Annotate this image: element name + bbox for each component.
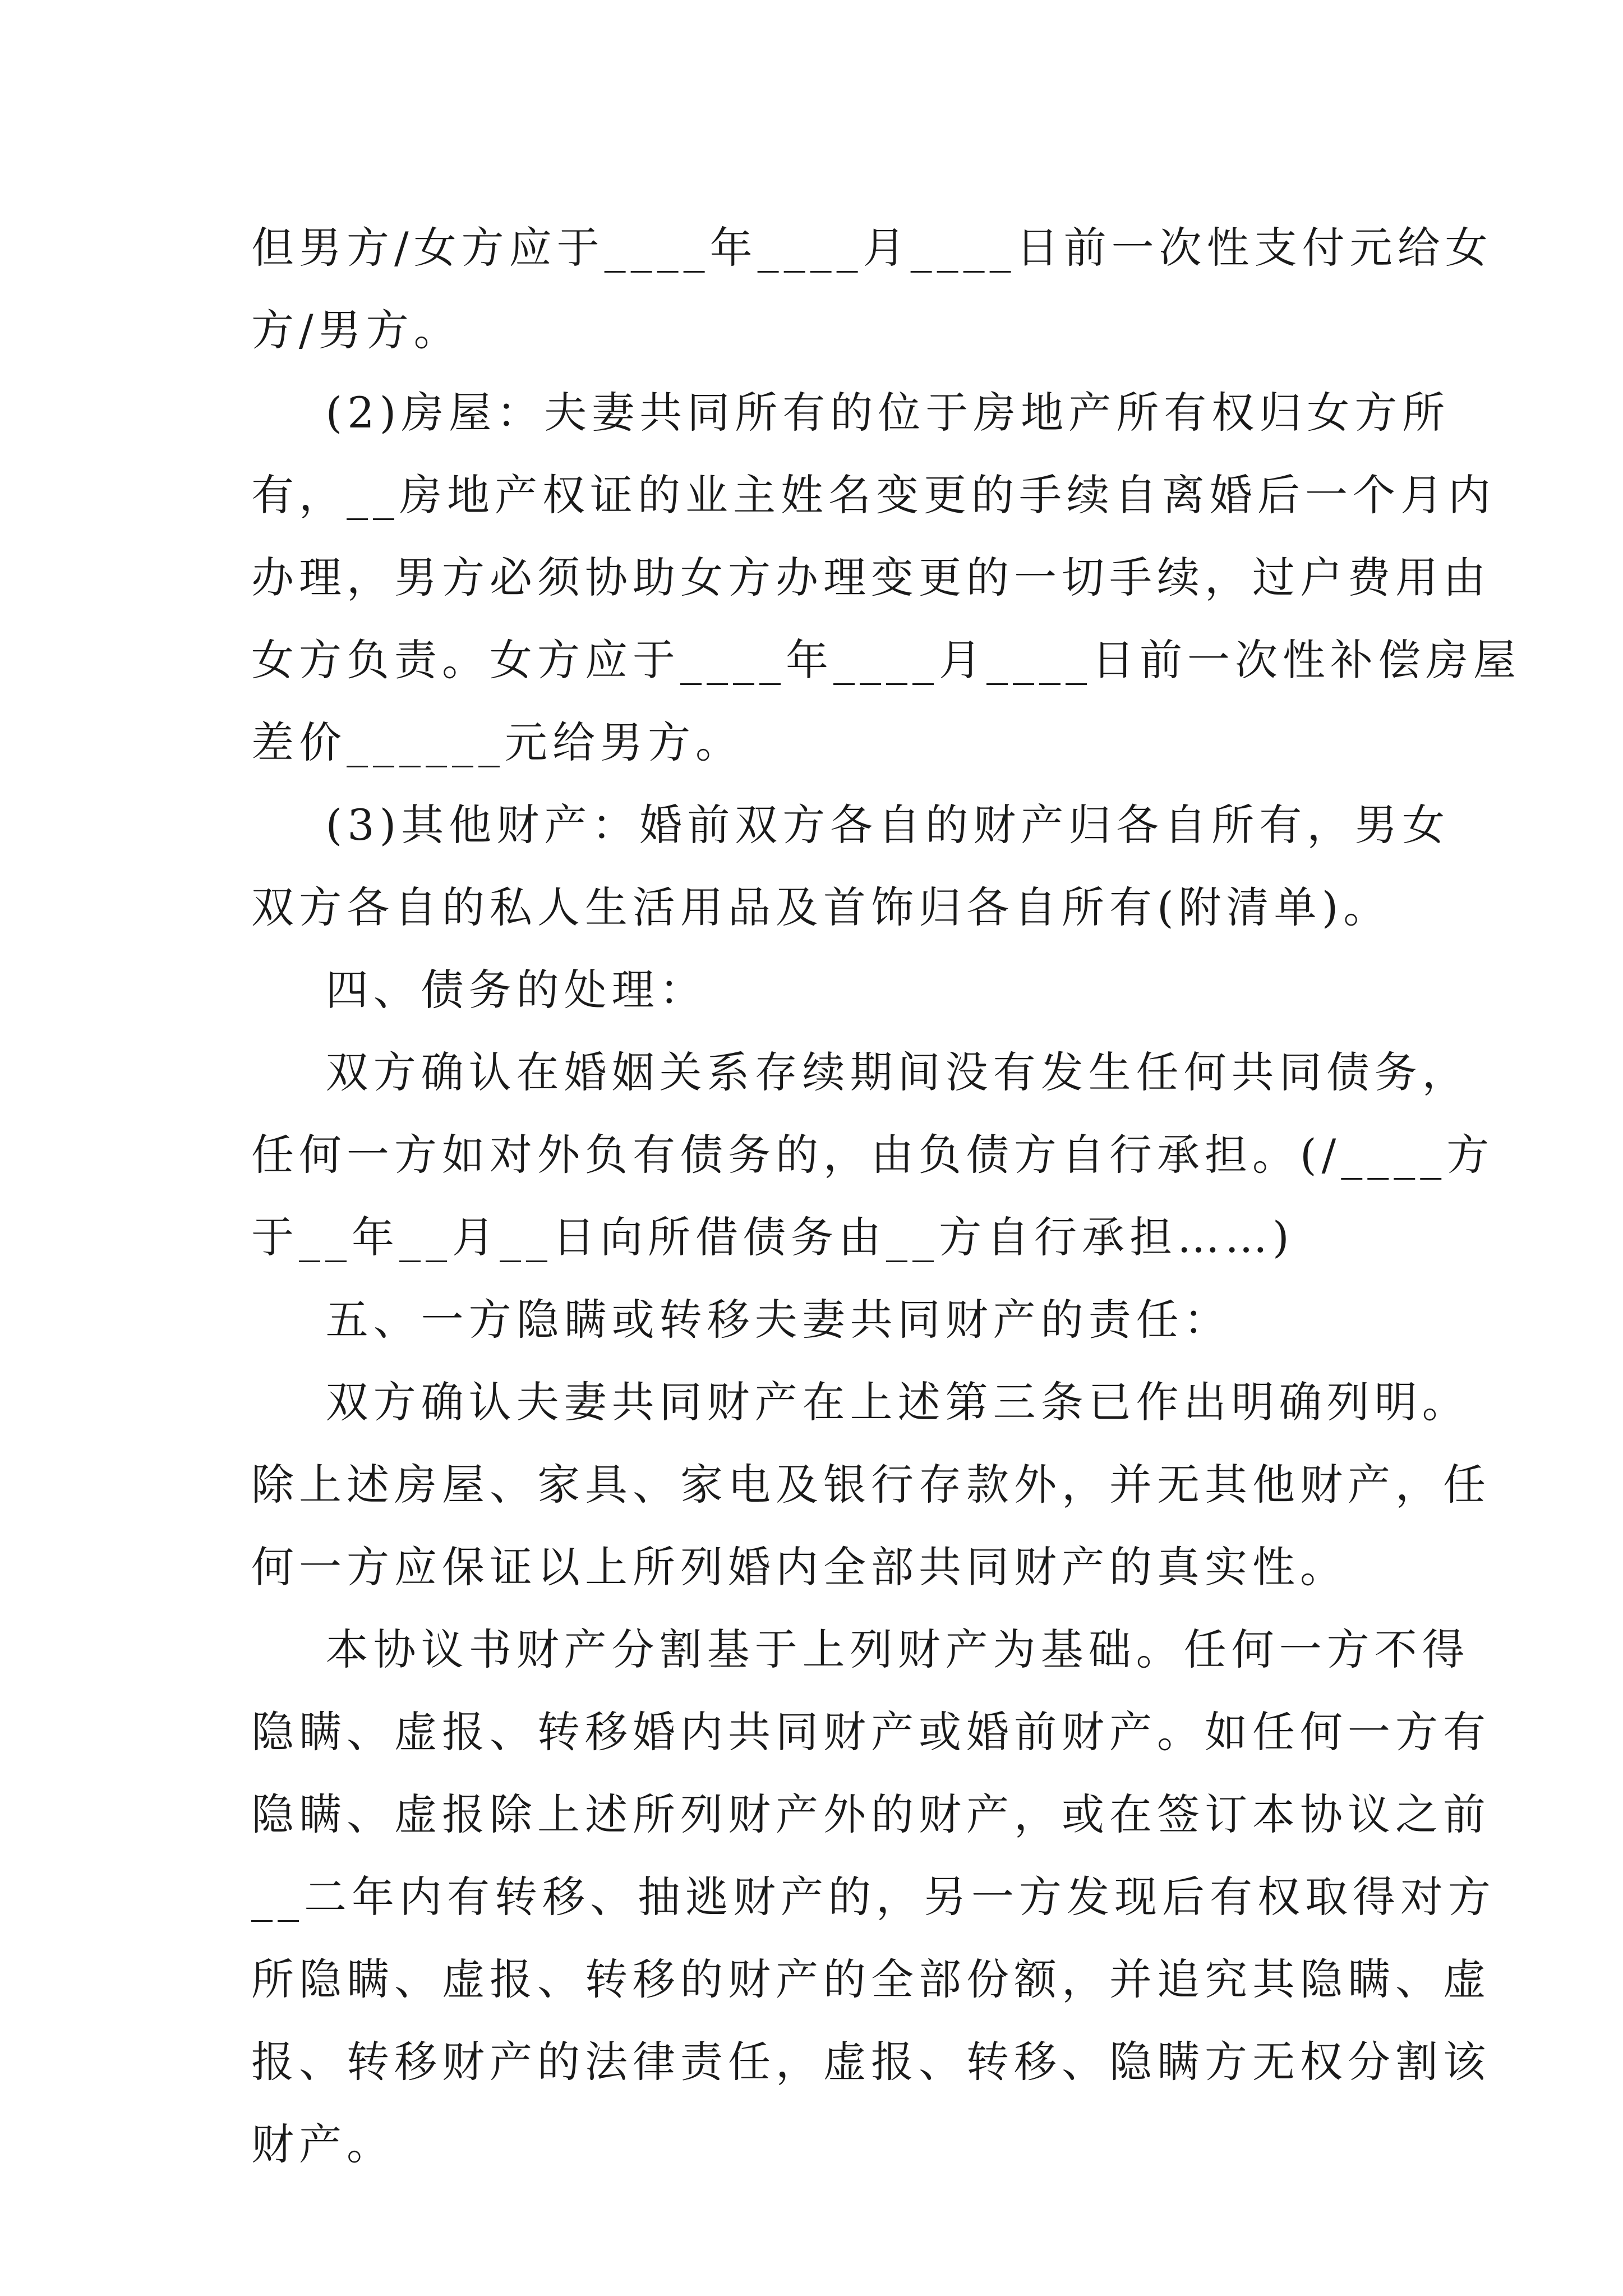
text-line: 双方确认在婚姻关系存续期间没有发生任何共同债务， <box>251 1047 1470 1097</box>
text-line: 有，__房地产权证的业主姓名变更的手续自离婚后一个月内 <box>251 470 1496 520</box>
text-line: 双方各自的私人生活用品及首饰归各自所有(附清单)。 <box>251 882 1391 932</box>
text-line: 财产。 <box>251 2119 394 2169</box>
section-heading-debt: 四、债务的处理： <box>251 965 707 1015</box>
text-line: 办理，男方必须协助女方办理变更的一切手续，过户费用由 <box>251 553 1491 602</box>
text-line: 报、转移财产的法律责任，虚报、转移、隐瞒方无权分割该 <box>251 2037 1491 2087</box>
text-line: (3)其他财产：婚前双方各自的财产归各自所有，男女 <box>251 800 1450 850</box>
text-line: 何一方应保证以上所列婚内全部共同财产的真实性。 <box>251 1542 1348 1592</box>
document-body <box>251 206 1521 2185</box>
text-line: 女方负责。女方应于____年____月____日前一次性补偿房屋 <box>251 635 1521 685</box>
text-line: 除上述房屋、家具、家电及银行存款外，并无其他财产，任 <box>251 1460 1491 1510</box>
text-line: 隐瞒、虚报除上述所列财产外的财产，或在签订本协议之前 <box>251 1789 1491 1839</box>
text-line: 方/男方。 <box>251 305 462 355</box>
text-line: 但男方/女方应于____年____月____日前一次性支付元给女 <box>251 223 1493 273</box>
text-line: (2)房屋：夫妻共同所有的位于房地产所有权归女方所 <box>251 388 1450 438</box>
text-line: 所隐瞒、虚报、转移的财产的全部份额，并追究其隐瞒、虚 <box>251 1954 1491 2004</box>
section-heading-concealment: 五、一方隐瞒或转移夫妻共同财产的责任： <box>251 1295 1232 1345</box>
text-line: 于__年__月__日向所借债务由__方自行承担……) <box>251 1212 1294 1262</box>
text-line: 双方确认夫妻共同财产在上述第三条已作出明确列明。 <box>251 1377 1470 1427</box>
text-line: 本协议书财产分割基于上列财产为基础。任何一方不得 <box>251 1625 1470 1674</box>
text-line: __二年内有转移、抽逃财产的，另一方发现后有权取得对方 <box>251 1872 1496 1922</box>
text-line: 任何一方如对外负有债务的，由负债方自行承担。(/____方 <box>251 1130 1495 1180</box>
text-line: 差价______元给男方。 <box>251 717 743 767</box>
text-line: 隐瞒、虚报、转移婚内共同财产或婚前财产。如任何一方有 <box>251 1707 1491 1757</box>
